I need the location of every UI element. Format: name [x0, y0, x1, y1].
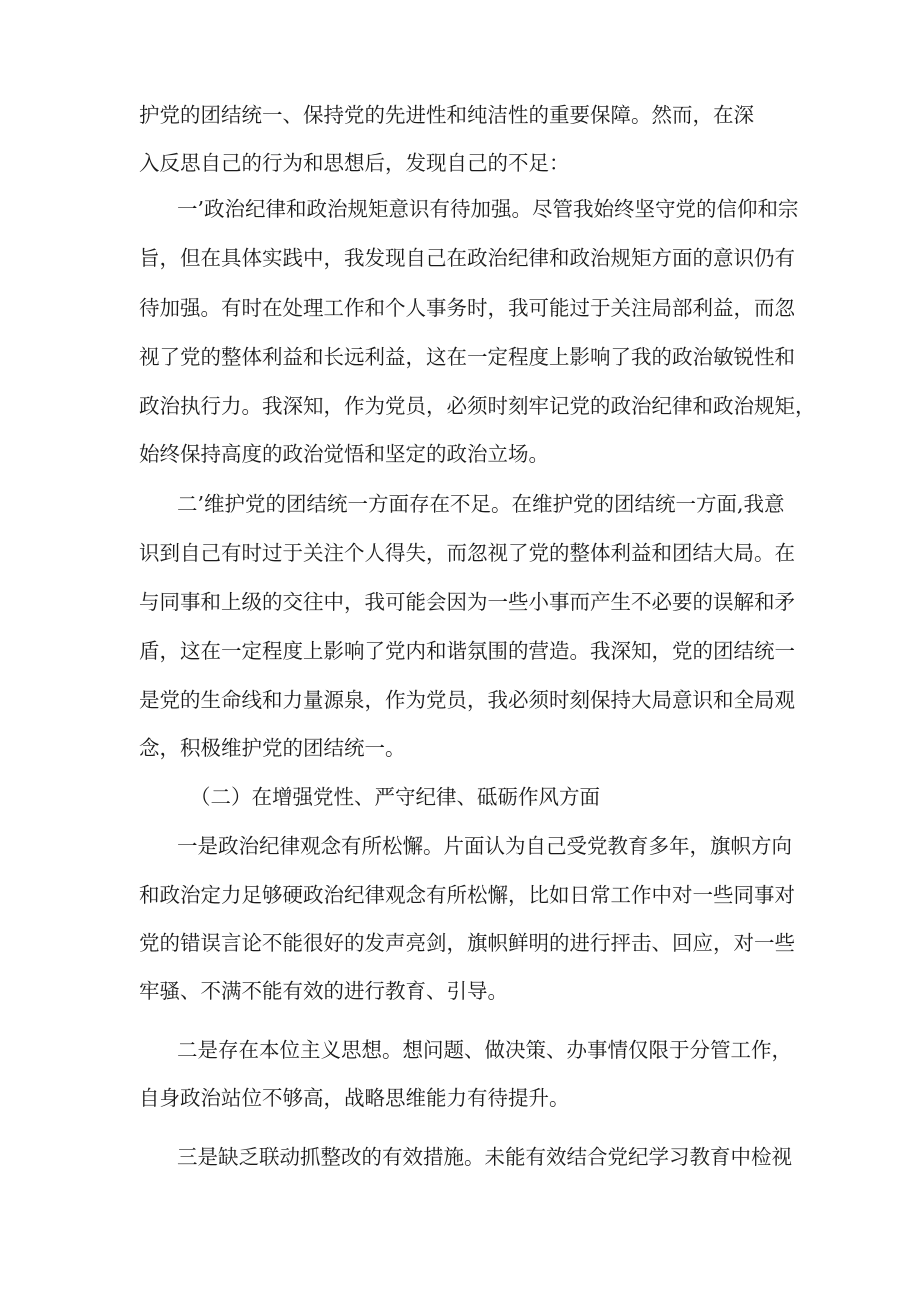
- text-line: 念，积极维护党的团结统一。: [139, 736, 406, 760]
- text-line: 待加强。有时在处理工作和个人事务时，我可能过于关注局部利益，而忽: [139, 296, 795, 320]
- text-line: 视了党的整体利益和长远利益，这在一定程度上影响了我的政治敏锐性和: [139, 345, 795, 369]
- text-line: 自身政治站位不够高，战略思维能力有待提升。: [139, 1086, 570, 1110]
- text-line: 是党的生命线和力量源泉，作为党员，我必须时刻保持大局意识和全局观: [139, 688, 795, 712]
- text-line: 一是政治纪律观念有所松懈。片面认为自己受党教育多年，旗帜方向: [177, 834, 792, 858]
- text-line: 旨，但在具体实践中，我发现自己在政治纪律和政治规矩方面的意识仍有: [139, 246, 795, 270]
- text-line: 入反思自己的行为和思想后，发现自己的不足：: [139, 151, 570, 175]
- text-line: 和政治定力足够硬政治纪律观念有所松懈，比如日常工作中对一些同事对: [139, 883, 795, 907]
- text-line: 一’政治纪律和政治规矩意识有待加强。尽管我始终坚守党的信仰和宗: [177, 197, 799, 221]
- text-line: 二是存在本位主义思想。想问题、做决策、办事情仅限于分管工作，: [177, 1038, 792, 1062]
- text-line: 牢骚、不满不能有效的进行教育、引导。: [139, 979, 508, 1003]
- text-line: 三是缺乏联动抓整改的有效措施。未能有效结合党纪学习教育中检视: [177, 1145, 792, 1169]
- text-line: 二’维护党的团结统一方面存在不足。在维护党的团结统一方面,我意: [177, 492, 785, 516]
- text-line: 护党的团结统一、保持党的先进性和纯洁性的重要保障。然而，在深: [139, 103, 754, 127]
- text-line: 识到自己有时过于关注个人得失，而忽视了党的整体利益和团结大局。在: [139, 541, 795, 565]
- text-line: 党的错误言论不能很好的发声亮剑，旗帜鲜明的进行抨击、回应，对一些: [139, 931, 795, 955]
- text-line: 盾，这在一定程度上影响了党内和谐氛围的营造。我深知，党的团结统一: [139, 639, 795, 663]
- text-line: 始终保持高度的政治觉悟和坚定的政治立场。: [139, 442, 549, 466]
- text-line: 与同事和上级的交往中，我可能会因为一些小事而产生不必要的误解和矛: [139, 590, 795, 614]
- text-line: 政治执行力。我深知，作为党员，必须时刻牢记党的政治纪律和政治规矩，: [139, 394, 816, 418]
- section-heading: （二）在增强党性、严守纪律、砥砺作风方面: [190, 785, 600, 809]
